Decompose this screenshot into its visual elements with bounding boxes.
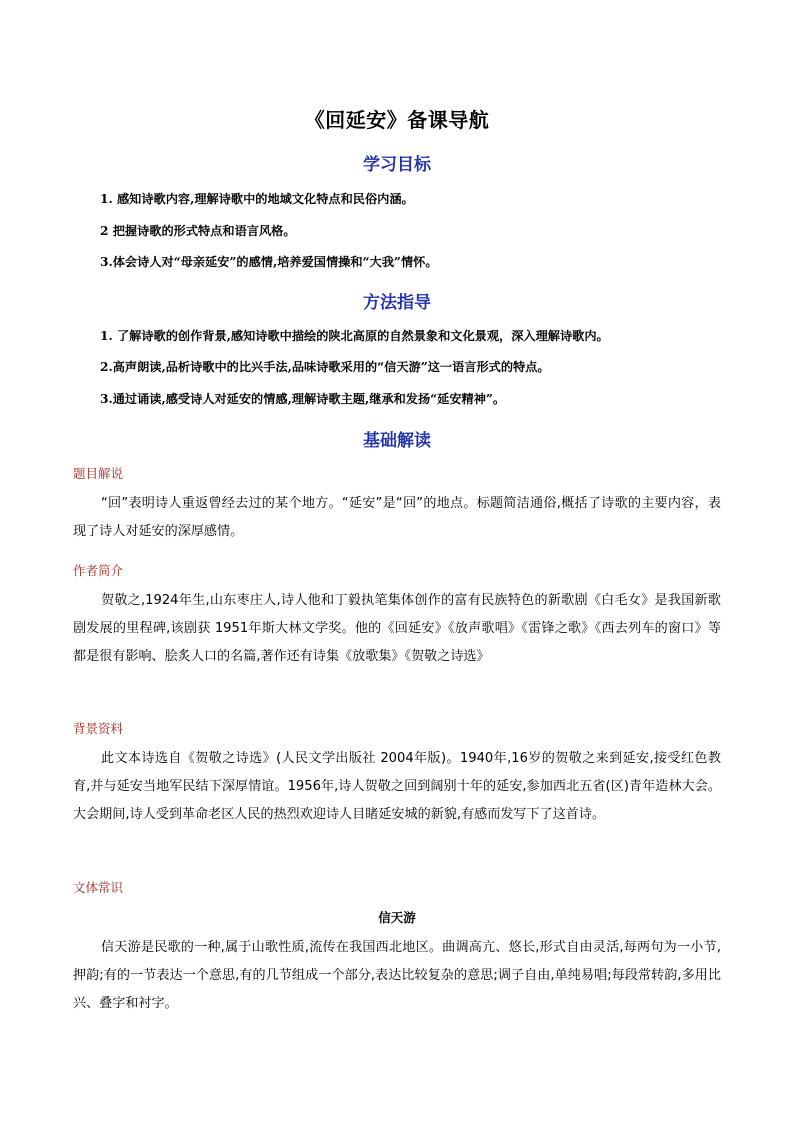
label-genre: 文体常识 — [73, 880, 124, 895]
method-item-2: 2.高声朗读,品析诗歌中的比兴手法,品味诗歌采用的“信天游”这一语言形式的特点。 — [100, 360, 550, 374]
paragraph-background: 此文本诗选自《贺敬之诗选》(人民文学出版社 2004年版)。1940年,16岁的贺敬之来到延安,接受红色教育,并与延安当地军民结下深厚情谊。1956年,诗人贺敬之回到阔别十年的延安,参加西北五省(区)青年造林大会。大会期间,诗人受到革命老区人民的热烈欢迎诗人目睹延安城的新貌,有感而发写下了这首诗。 — [73, 751, 721, 822]
goal-item-3: 3.体会诗人对“母亲延安”的感情,培养爱国情操和“大我”情怀。 — [100, 255, 438, 269]
label-title-explain: 题目解说 — [73, 466, 124, 481]
section-heading-methods: 方法指导 — [363, 293, 431, 313]
method-item-1: 1. 了解诗歌的创作背景,感知诗歌中描绘的陕北高原的自然景象和文化景观，深入理解诗歌内。 — [100, 329, 609, 343]
paragraph-title-explain: “回”表明诗人重返曾经去过的某个地方。“延安”是“回”的地点。标题简洁通俗,概括了诗歌的主要内容，表现了诗人对延安的深厚感情。 — [73, 496, 721, 539]
label-background: 背景资料 — [73, 721, 124, 736]
method-item-3: 3.通过诵读,感受诗人对延安的情感,理解诗歌主题,继承和发扬“延安精神”。 — [100, 392, 506, 406]
paragraph-author: 贺敬之,1924年生,山东枣庄人,诗人他和丁毅执笔集体创作的富有民族特色的新歌剧《白毛女》是我国新歌剧发展的里程碑,该剧获 1951年斯大林文学奖。他的《回延安》《放声歌唱》《雷锋之歌》《西去列车的窗口》等都是很有影响、脍炙人口的名篇,著作还有诗集《放歌集》《贺敬之诗选》 — [73, 593, 721, 664]
goal-item-1: 1. 感知诗歌内容,理解诗歌中的地域文化特点和民俗内涵。 — [100, 192, 414, 206]
section-heading-goals: 学习目标 — [363, 155, 431, 175]
label-author: 作者简介 — [73, 563, 124, 578]
section-heading-basics: 基础解读 — [363, 431, 431, 451]
genre-subtitle: 信天游 — [378, 910, 416, 925]
goal-item-2: 2 把握诗歌的形式特点和语言风格。 — [100, 224, 296, 238]
paragraph-genre: 信天游是民歌的一种,属于山歌性质,流传在我国西北地区。曲调高亢、悠长,形式自由灵活,每两句为一小节,押韵;有的一节表达一个意思,有的几节组成一个部分,表达比较复杂的意思;调子自由,单纯易唱;每段常转韵,多用比兴、叠字和衬字。 — [73, 940, 721, 1011]
page-title: 《回延安》备课导航 — [304, 108, 490, 132]
